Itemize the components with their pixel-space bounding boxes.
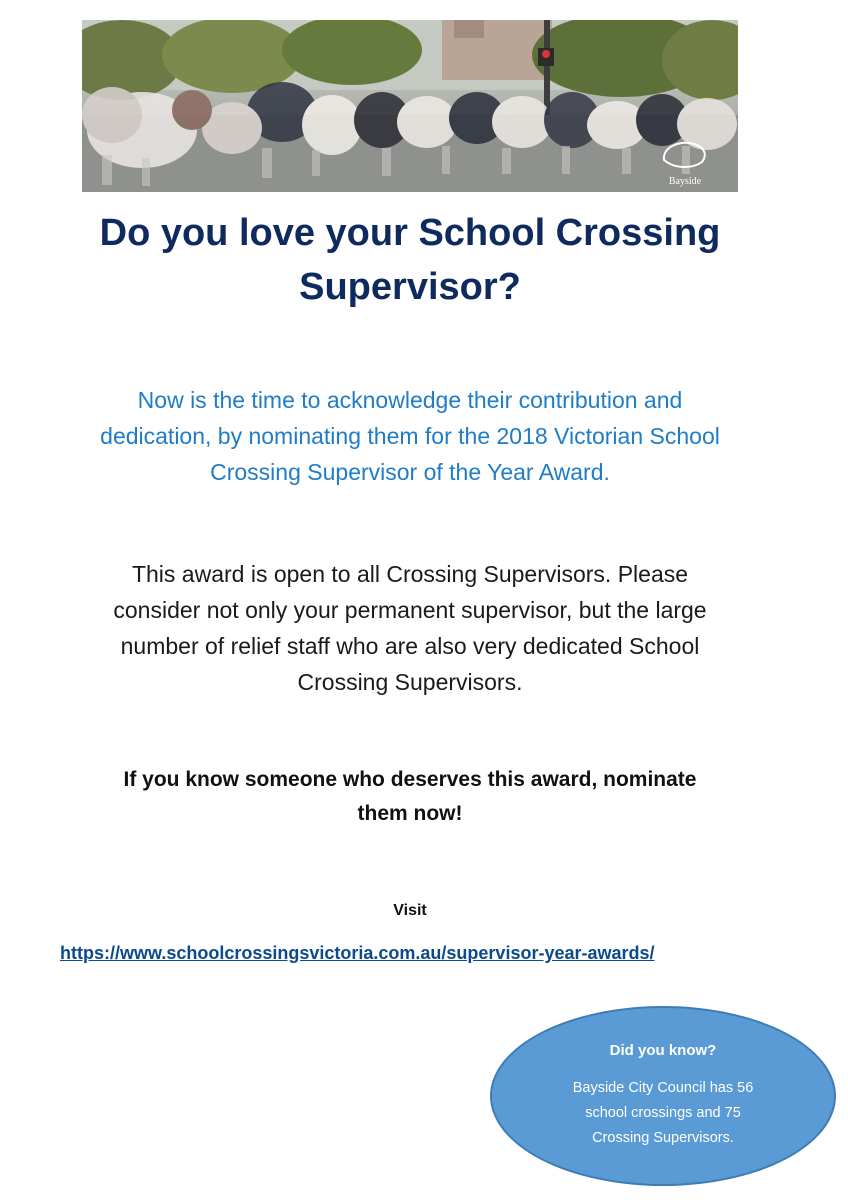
intro-line: dedication, by nominating them for the 2018 Victorian School (100, 423, 720, 449)
title-line: Supervisor? (299, 266, 521, 308)
cta-line: If you know someone who deserves this award, nominate (123, 768, 697, 791)
body-line: This award is open to all Crossing Supervisors. Please (131, 561, 689, 587)
did-you-know-text (552, 1076, 774, 1151)
fact-line: Crossing Supervisors. (592, 1130, 734, 1146)
nomination-link[interactable]: https://www.schoolcrossingsvictoria.com.au/supervisor-year-awards/ (60, 943, 655, 963)
intro-line: Now is the time to acknowledge their contribution and (137, 387, 683, 413)
intro-paragraph (40, 382, 780, 490)
eligibility-paragraph (40, 556, 780, 700)
fact-line: school crossings and 75 (585, 1105, 741, 1121)
visit-label: Visit (393, 902, 427, 919)
intro-line: Crossing Supervisor of the Year Award. (210, 459, 610, 485)
body-line: number of relief staff who are also very dedicated School (120, 633, 700, 659)
page-title (60, 206, 760, 314)
cta-line: them now! (357, 802, 463, 825)
title-line: Do you love your School Crossing (99, 212, 721, 254)
bayside-logo-text: Bayside (668, 176, 702, 187)
call-to-action (40, 763, 780, 831)
body-line: Crossing Supervisors. (297, 669, 523, 695)
did-you-know-bubble (490, 1006, 836, 1186)
body-line: consider not only your permanent supervisor, but the large (113, 597, 707, 623)
fact-line: Bayside City Council has 56 (572, 1080, 754, 1096)
did-you-know-title: Did you know? (609, 1042, 717, 1059)
banner-photo (82, 20, 738, 192)
crowd-photo-illustration (82, 20, 738, 192)
